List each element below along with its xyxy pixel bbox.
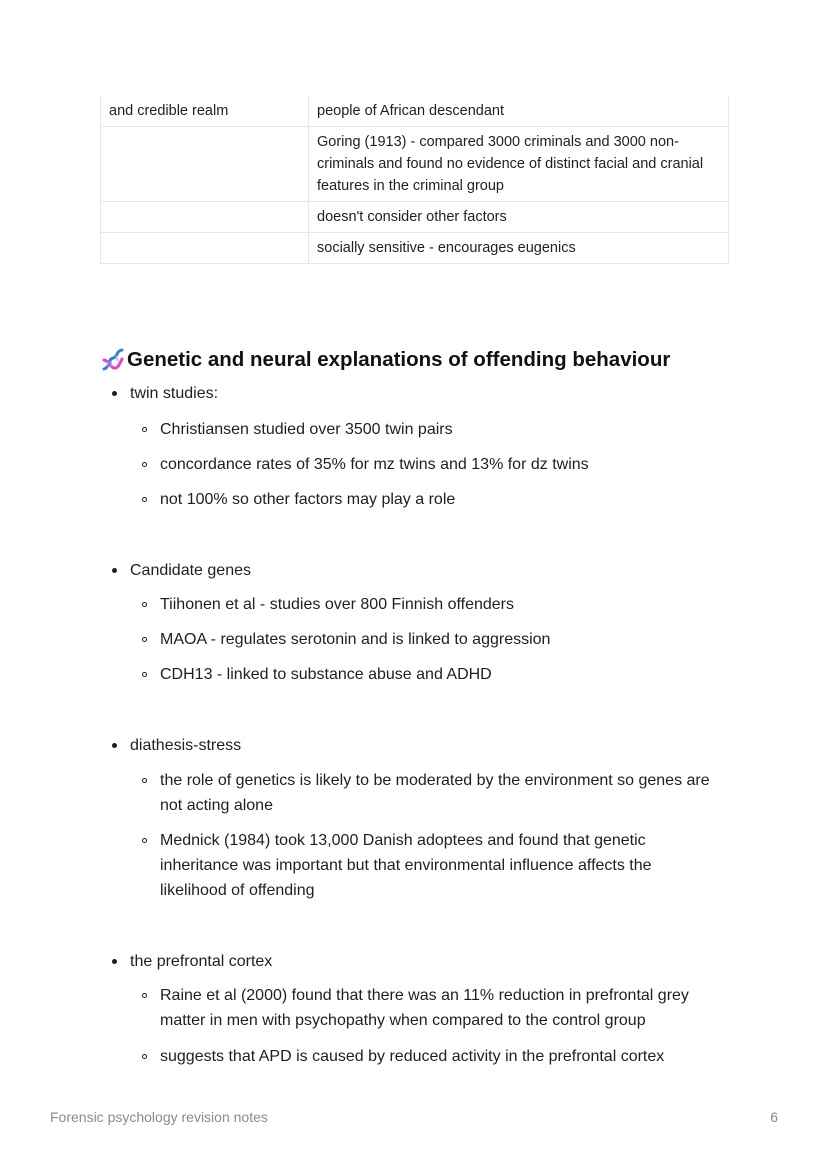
- table-cell: and credible realm: [101, 96, 309, 127]
- list-item: Raine et al (2000) found that there was an 11% reduction in prefrontal grey matter in men with psychopathy when compared to the control group: [160, 987, 689, 1029]
- list-item: concordance rates of 35% for mz twins and 13% for dz twins: [160, 456, 589, 473]
- bullet-ring: [142, 778, 147, 783]
- comparison-table: [100, 96, 729, 264]
- list-item-prefrontal-cortex: the prefrontal cortex: [130, 953, 273, 970]
- bullet-dot: [112, 568, 117, 573]
- bullet-ring: [142, 462, 147, 467]
- bullet-ring: [142, 427, 147, 432]
- section-title: Genetic and neural explanations of offending behaviour: [127, 348, 671, 371]
- dna-icon: [100, 347, 126, 373]
- list-item: MAOA - regulates serotonin and is linked to aggression: [160, 631, 551, 648]
- table-cell: Goring (1913) - compared 3000 criminals and 3000 non-criminals and found no evidence of distinct facial and cranial features in the criminal group: [309, 127, 729, 202]
- table-row: [101, 96, 729, 127]
- table-row: [101, 127, 729, 202]
- bullet-dot: [112, 959, 117, 964]
- list-item: Tiihonen et al - studies over 800 Finnish offenders: [160, 596, 514, 613]
- bullet-ring: [142, 602, 147, 607]
- list-item: CDH13 - linked to substance abuse and ADHD: [160, 666, 492, 683]
- bullet-ring: [142, 497, 147, 502]
- list-item-twin-studies: twin studies:: [130, 385, 219, 402]
- table-cell: [101, 233, 309, 264]
- bullet-ring: [142, 637, 147, 642]
- table-cell: people of African descendant: [309, 96, 729, 127]
- bullet-ring: [142, 993, 147, 998]
- table-cell: socially sensitive - encourages eugenics: [309, 233, 729, 264]
- bullet-ring: [142, 672, 147, 677]
- list-item-candidate-genes: Candidate genes: [130, 562, 251, 579]
- section-heading: [100, 346, 670, 374]
- table-cell: [101, 127, 309, 202]
- bullet-ring: [142, 838, 147, 843]
- page-number: 6: [770, 1109, 778, 1125]
- bullet-dot: [112, 743, 117, 748]
- list-item: Christiansen studied over 3500 twin pairs: [160, 421, 453, 438]
- list-item-diathesis-stress: diathesis-stress: [130, 737, 242, 754]
- table-cell: [101, 202, 309, 233]
- table-row: [101, 202, 729, 233]
- list-item: Mednick (1984) took 13,000 Danish adoptees and found that genetic inheritance was important but that environmental influence affects the likelihood of offending: [160, 832, 652, 899]
- list-item: suggests that APD is caused by reduced activity in the prefrontal cortex: [160, 1048, 665, 1065]
- list-item: not 100% so other factors may play a role: [160, 491, 456, 508]
- bullet-ring: [142, 1054, 147, 1059]
- bullet-dot: [112, 391, 117, 396]
- footer-title: Forensic psychology revision notes: [50, 1109, 268, 1125]
- list-item: the role of genetics is likely to be moderated by the environment so genes are not acting alone: [160, 772, 710, 814]
- table-row: [101, 233, 729, 264]
- table-cell: doesn't consider other factors: [309, 202, 729, 233]
